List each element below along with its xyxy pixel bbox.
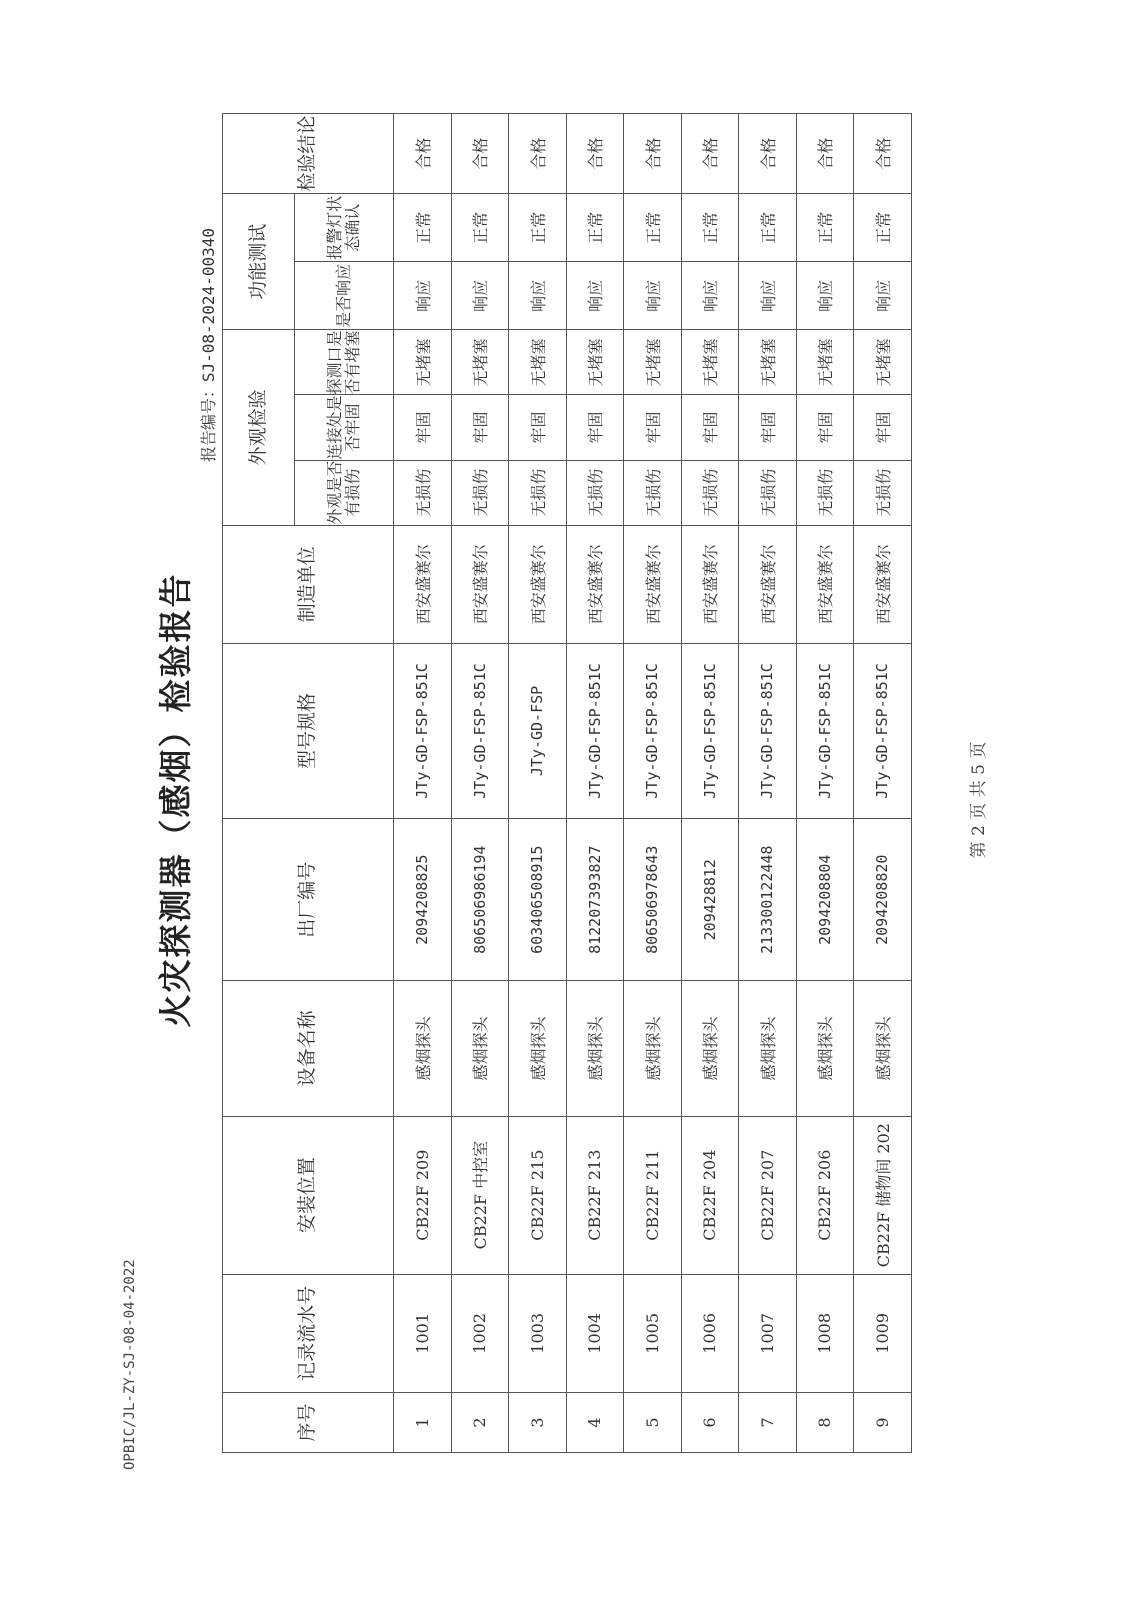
header-responds: 是否响应 bbox=[295, 262, 394, 330]
cell-conclusion: 合格 bbox=[854, 114, 912, 194]
cell-record-no: 1005 bbox=[624, 1274, 682, 1392]
cell-device-name: 感烟探头 bbox=[796, 981, 854, 1116]
cell-connection-firm: 牢固 bbox=[681, 395, 739, 460]
header-seq: 序号 bbox=[223, 1392, 394, 1452]
cell-connection-firm: 牢固 bbox=[566, 395, 624, 460]
cell-responds: 响应 bbox=[796, 262, 854, 330]
table-row bbox=[739, 114, 797, 1453]
cell-detect-blocked: 无堵塞 bbox=[796, 330, 854, 395]
cell-alarm-light: 正常 bbox=[854, 194, 912, 262]
cell-manufacturer: 西安盛赛尔 bbox=[566, 525, 624, 643]
header-conclusion: 检验结论 bbox=[223, 114, 394, 194]
cell-seq: 5 bbox=[624, 1392, 682, 1452]
cell-location: CB22F 207 bbox=[739, 1116, 797, 1274]
cell-location: CB22F 206 bbox=[796, 1116, 854, 1274]
cell-appearance-damage: 无损伤 bbox=[509, 460, 567, 525]
cell-responds: 响应 bbox=[854, 262, 912, 330]
cell-device-name: 感烟探头 bbox=[624, 981, 682, 1116]
cell-model: JTy-GD-FSP-851C bbox=[566, 643, 624, 818]
cell-appearance-damage: 无损伤 bbox=[739, 460, 797, 525]
cell-factory-no: 209428812 bbox=[681, 819, 739, 981]
cell-location: CB22F 209 bbox=[394, 1116, 452, 1274]
header-factory-no: 出厂编号 bbox=[223, 819, 394, 981]
cell-manufacturer: 西安盛赛尔 bbox=[739, 525, 797, 643]
cell-record-no: 1002 bbox=[451, 1274, 509, 1392]
header-location: 安装位置 bbox=[223, 1116, 394, 1274]
cell-connection-firm: 牢固 bbox=[796, 395, 854, 460]
table-row bbox=[394, 114, 452, 1453]
cell-seq: 8 bbox=[796, 1392, 854, 1452]
cell-record-no: 1004 bbox=[566, 1274, 624, 1392]
header-alarm-light: 报警灯状态确认 bbox=[295, 194, 394, 262]
cell-device-name: 感烟探头 bbox=[739, 981, 797, 1116]
inspection-table bbox=[222, 113, 912, 1453]
cell-connection-firm: 牢固 bbox=[854, 395, 912, 460]
cell-appearance-damage: 无损伤 bbox=[566, 460, 624, 525]
report-number-label: 报告编号： bbox=[199, 382, 218, 463]
cell-responds: 响应 bbox=[451, 262, 509, 330]
cell-factory-no: 2094208820 bbox=[854, 819, 912, 981]
cell-alarm-light: 正常 bbox=[681, 194, 739, 262]
cell-appearance-damage: 无损伤 bbox=[796, 460, 854, 525]
cell-factory-no: 806506978643 bbox=[624, 819, 682, 981]
table-row bbox=[796, 114, 854, 1453]
cell-appearance-damage: 无损伤 bbox=[624, 460, 682, 525]
cell-detect-blocked: 无堵塞 bbox=[854, 330, 912, 395]
cell-detect-blocked: 无堵塞 bbox=[509, 330, 567, 395]
cell-model: JTy-GD-FSP-851C bbox=[796, 643, 854, 818]
cell-model: JTy-GD-FSP-851C bbox=[854, 643, 912, 818]
cell-detect-blocked: 无堵塞 bbox=[566, 330, 624, 395]
cell-manufacturer: 西安盛赛尔 bbox=[624, 525, 682, 643]
cell-seq: 1 bbox=[394, 1392, 452, 1452]
cell-appearance-damage: 无损伤 bbox=[681, 460, 739, 525]
cell-record-no: 1009 bbox=[854, 1274, 912, 1392]
cell-detect-blocked: 无堵塞 bbox=[681, 330, 739, 395]
table-row bbox=[681, 114, 739, 1453]
cell-seq: 2 bbox=[451, 1392, 509, 1452]
cell-alarm-light: 正常 bbox=[739, 194, 797, 262]
cell-alarm-light: 正常 bbox=[796, 194, 854, 262]
cell-responds: 响应 bbox=[509, 262, 567, 330]
cell-location: CB22F 211 bbox=[624, 1116, 682, 1274]
header-record-no: 记录流水号 bbox=[223, 1274, 394, 1392]
header-appearance-damage: 外观是否有损伤 bbox=[295, 460, 394, 525]
cell-connection-firm: 牢固 bbox=[624, 395, 682, 460]
cell-seq: 3 bbox=[509, 1392, 567, 1452]
cell-alarm-light: 正常 bbox=[624, 194, 682, 262]
cell-alarm-light: 正常 bbox=[394, 194, 452, 262]
cell-connection-firm: 牢固 bbox=[739, 395, 797, 460]
cell-manufacturer: 西安盛赛尔 bbox=[854, 525, 912, 643]
cell-location: CB22F 储物间 202 bbox=[854, 1116, 912, 1274]
cell-location: CB22F 215 bbox=[509, 1116, 567, 1274]
cell-model: JTy-GD-FSP-851C bbox=[681, 643, 739, 818]
cell-manufacturer: 西安盛赛尔 bbox=[796, 525, 854, 643]
cell-alarm-light: 正常 bbox=[451, 194, 509, 262]
cell-device-name: 感烟探头 bbox=[394, 981, 452, 1116]
cell-seq: 7 bbox=[739, 1392, 797, 1452]
cell-record-no: 1008 bbox=[796, 1274, 854, 1392]
cell-factory-no: 812207393827 bbox=[566, 819, 624, 981]
cell-conclusion: 合格 bbox=[681, 114, 739, 194]
cell-record-no: 1007 bbox=[739, 1274, 797, 1392]
cell-appearance-damage: 无损伤 bbox=[394, 460, 452, 525]
cell-device-name: 感烟探头 bbox=[566, 981, 624, 1116]
header-function-group: 功能测试 bbox=[223, 194, 295, 330]
cell-detect-blocked: 无堵塞 bbox=[624, 330, 682, 395]
cell-location: CB22F 中控室 bbox=[451, 1116, 509, 1274]
cell-factory-no: 603406508915 bbox=[509, 819, 567, 981]
cell-factory-no: 213300122448 bbox=[739, 819, 797, 981]
header-device-name: 设备名称 bbox=[223, 981, 394, 1116]
document-title: 火灾探测器（感烟）检验报告 bbox=[156, 572, 195, 1028]
cell-detect-blocked: 无堵塞 bbox=[394, 330, 452, 395]
cell-model: JTy-GD-FSP-851C bbox=[624, 643, 682, 818]
cell-manufacturer: 西安盛赛尔 bbox=[394, 525, 452, 643]
cell-responds: 响应 bbox=[739, 262, 797, 330]
cell-factory-no: 2094208804 bbox=[796, 819, 854, 981]
cell-conclusion: 合格 bbox=[566, 114, 624, 194]
cell-responds: 响应 bbox=[394, 262, 452, 330]
cell-manufacturer: 西安盛赛尔 bbox=[681, 525, 739, 643]
header-manufacturer: 制造单位 bbox=[223, 525, 394, 643]
form-code: OPBIC/JL-ZY-SJ-08-04-2022 bbox=[122, 1259, 138, 1470]
cell-model: JTy-GD-FSP-851C bbox=[394, 643, 452, 818]
table-row bbox=[854, 114, 912, 1453]
cell-responds: 响应 bbox=[566, 262, 624, 330]
cell-appearance-damage: 无损伤 bbox=[854, 460, 912, 525]
cell-responds: 响应 bbox=[681, 262, 739, 330]
cell-conclusion: 合格 bbox=[509, 114, 567, 194]
cell-connection-firm: 牢固 bbox=[451, 395, 509, 460]
table-row bbox=[451, 114, 509, 1453]
cell-record-no: 1001 bbox=[394, 1274, 452, 1392]
cell-manufacturer: 西安盛赛尔 bbox=[451, 525, 509, 643]
cell-connection-firm: 牢固 bbox=[509, 395, 567, 460]
cell-conclusion: 合格 bbox=[394, 114, 452, 194]
cell-conclusion: 合格 bbox=[451, 114, 509, 194]
cell-location: CB22F 213 bbox=[566, 1116, 624, 1274]
table-body bbox=[394, 114, 912, 1453]
report-number bbox=[196, 228, 219, 462]
cell-alarm-light: 正常 bbox=[566, 194, 624, 262]
cell-detect-blocked: 无堵塞 bbox=[739, 330, 797, 395]
cell-responds: 响应 bbox=[624, 262, 682, 330]
header-detect-blocked: 探测口是否有堵塞 bbox=[295, 330, 394, 395]
cell-device-name: 感烟探头 bbox=[509, 981, 567, 1116]
cell-conclusion: 合格 bbox=[796, 114, 854, 194]
cell-record-no: 1006 bbox=[681, 1274, 739, 1392]
table-row bbox=[624, 114, 682, 1453]
cell-manufacturer: 西安盛赛尔 bbox=[509, 525, 567, 643]
cell-device-name: 感烟探头 bbox=[451, 981, 509, 1116]
cell-location: CB22F 204 bbox=[681, 1116, 739, 1274]
report-number-value: SJ-08-2024-00340 bbox=[199, 228, 218, 383]
cell-factory-no: 2094208825 bbox=[394, 819, 452, 981]
page-number: 第 2 页 共 5 页 bbox=[969, 741, 989, 859]
cell-model: JTy-GD-FSP bbox=[509, 643, 567, 818]
cell-record-no: 1003 bbox=[509, 1274, 567, 1392]
cell-device-name: 感烟探头 bbox=[854, 981, 912, 1116]
cell-model: JTy-GD-FSP-851C bbox=[739, 643, 797, 818]
cell-detect-blocked: 无堵塞 bbox=[451, 330, 509, 395]
cell-conclusion: 合格 bbox=[739, 114, 797, 194]
cell-seq: 9 bbox=[854, 1392, 912, 1452]
cell-seq: 4 bbox=[566, 1392, 624, 1452]
cell-appearance-damage: 无损伤 bbox=[451, 460, 509, 525]
header-connection-firm: 连接处是否牢固 bbox=[295, 395, 394, 460]
header-appearance-group: 外观检验 bbox=[223, 330, 295, 525]
cell-seq: 6 bbox=[681, 1392, 739, 1452]
table-row bbox=[566, 114, 624, 1453]
cell-factory-no: 806506986194 bbox=[451, 819, 509, 981]
cell-alarm-light: 正常 bbox=[509, 194, 567, 262]
cell-device-name: 感烟探头 bbox=[681, 981, 739, 1116]
cell-conclusion: 合格 bbox=[624, 114, 682, 194]
cell-model: JTy-GD-FSP-851C bbox=[451, 643, 509, 818]
header-model: 型号规格 bbox=[223, 643, 394, 818]
cell-connection-firm: 牢固 bbox=[394, 395, 452, 460]
table-row bbox=[509, 114, 567, 1453]
